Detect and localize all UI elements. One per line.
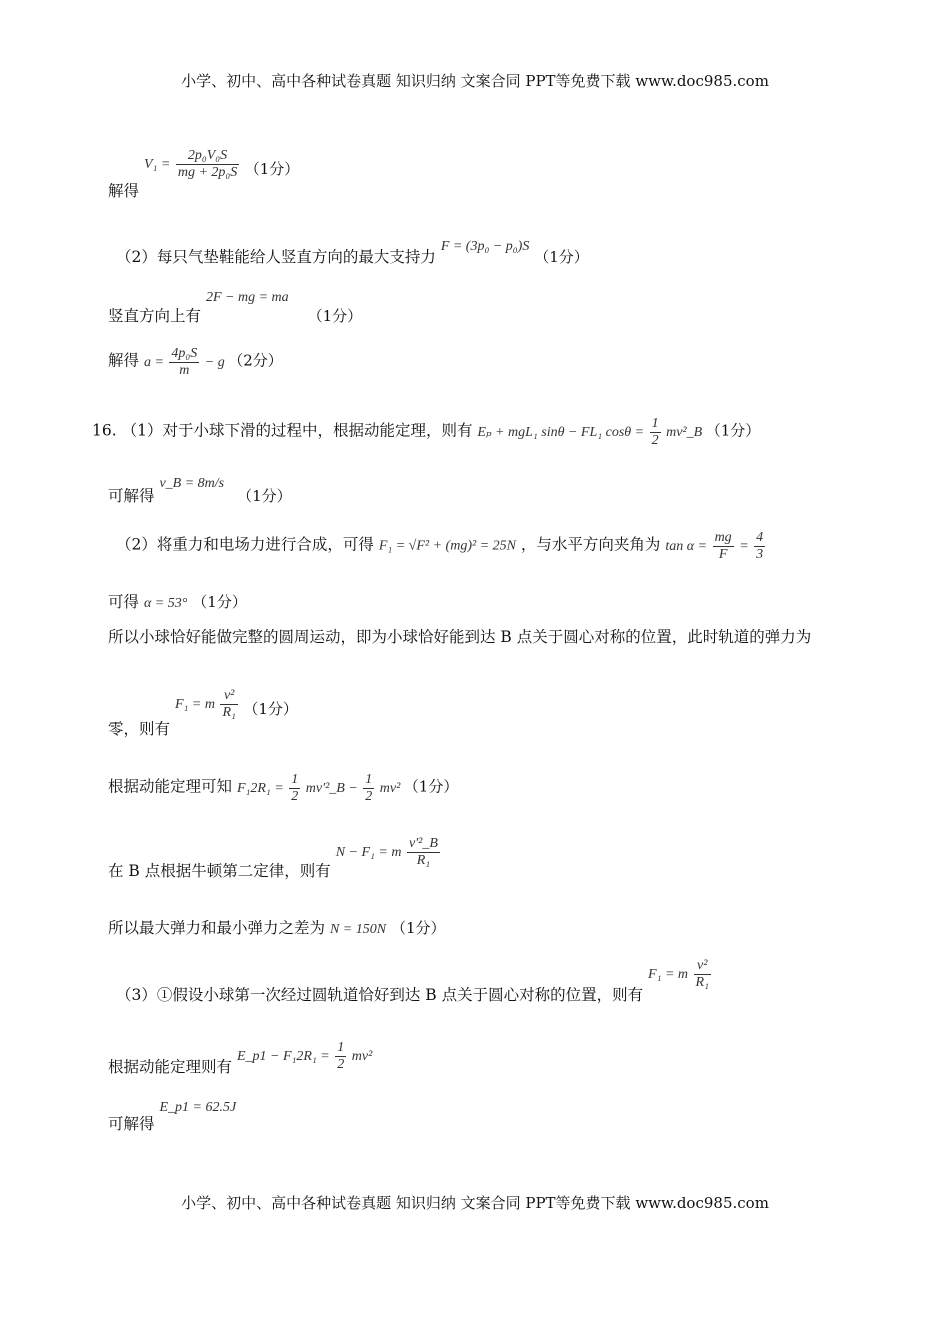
line-text: 可解得: [108, 487, 155, 505]
solution-line: [108, 916, 446, 938]
solution-line: [92, 416, 760, 449]
equation: a = $\frac{\text{4p₀S}}{m}$ − g: [143, 346, 225, 378]
line-text: 所以小球恰好能做完整的圆周运动，即为小球恰好能到达 B 点关于圆心对称的位置，此时轨道的弹力为: [108, 628, 812, 646]
equation: V₁ = $\frac{\text{2p₀V₀S}}{\text{mg + 2p₀S}}$: [143, 148, 238, 180]
solution-line: [108, 474, 292, 505]
equation: F₁ = √F² + (mg)² = 25N: [378, 538, 516, 554]
line-text: 根据动能定理则有: [108, 1057, 233, 1076]
solution-line: [108, 772, 458, 805]
equation: Eₚ + mgL₁ sinθ − FL₁ cosθ = $\frac{1}{2}$ mv²_B: [477, 416, 703, 448]
equation: α = 53°: [143, 596, 188, 611]
line-text: 解得: [108, 181, 140, 200]
line-text: 在 B 点根据牛顿第二定律，则有: [108, 861, 331, 880]
solution-line: [116, 233, 589, 266]
line-text: 16. （1）对于小球下滑的过程中，根据动能定理，则有: [92, 421, 473, 440]
page-header: 小学、初中、高中各种试卷真题 知识归纳 文案合同 PPT等免费下载 www.doc985.com: [181, 72, 769, 90]
solution-line: [108, 1040, 373, 1076]
equation: F₁ = m $\frac{\text{v²}}{\text{R₁}}$: [648, 958, 709, 990]
line-text: 所以最大弹力和最小弹力之差为: [108, 919, 326, 937]
points-label: （1分）: [243, 699, 298, 718]
solution-line: [116, 958, 713, 1004]
points-label: （1分）: [307, 307, 363, 325]
line-text: 根据动能定理可知: [108, 777, 233, 796]
solution-line: [108, 836, 442, 880]
line-text: 解得: [108, 351, 140, 370]
equation: E_p1 = 62.5J: [159, 1100, 237, 1115]
equation: N = 150N: [329, 922, 387, 937]
points-label: （1分）: [391, 919, 446, 937]
points-label: （1分）: [403, 777, 459, 796]
solution-line: [108, 1098, 237, 1133]
equation: v_B = 8m/s: [159, 476, 225, 491]
line-text: 可得: [108, 593, 140, 611]
points-label: （1分）: [534, 248, 589, 266]
points-label: （1分）: [237, 487, 292, 505]
line-text: （2）每只气垫鞋能给人竖直方向的最大支持力: [116, 248, 436, 266]
equation: E_p1 − F₁2R₁ = $\frac{1}{2}$ mv²: [236, 1040, 373, 1072]
line-text: 可解得: [108, 1115, 155, 1133]
page-footer: 小学、初中、高中各种试卷真题 知识归纳 文案合同 PPT等免费下载 www.doc985.com: [181, 1194, 769, 1212]
solution-line: [108, 148, 300, 200]
solution-line: [108, 346, 283, 379]
line-text: （2）将重力和电场力进行合成，可得: [116, 535, 374, 554]
line-text: ，与水平方向夹角为: [520, 535, 661, 554]
equation: N − F₁ = m $\frac{\text{v'²\_B}}{\text{R₁}}$: [335, 836, 438, 868]
line-text: 零，则有: [108, 719, 171, 738]
points-label: （1分）: [705, 421, 761, 440]
equation: F₁ = m $\frac{\text{v²}}{\text{R₁}}$: [174, 688, 236, 720]
points-label: （1分）: [192, 593, 247, 611]
line-text: （3）①假设小球第一次经过圆轨道恰好到达 B 点关于圆心对称的位置，则有: [116, 985, 644, 1004]
equation: F = (3p₀ − p₀)S: [440, 239, 530, 254]
equation: tan α = $\frac{mg}{F}$ = $\frac{4}{3}$: [665, 530, 764, 562]
solution-line: [108, 625, 811, 647]
equation: F₁2R₁ = $\frac{1}{2}$ mv'²_B − $\frac{1}{2}$ mv²: [236, 772, 401, 804]
solution-line: [116, 530, 767, 563]
equation: 2F − mg = ma: [205, 290, 289, 305]
line-text: 竖直方向上有: [108, 307, 202, 325]
points-label: （1分）: [244, 159, 300, 178]
points-label: （2分）: [228, 351, 283, 370]
solution-line: [108, 290, 363, 325]
solution-line: [108, 688, 298, 738]
solution-line: [108, 590, 247, 612]
